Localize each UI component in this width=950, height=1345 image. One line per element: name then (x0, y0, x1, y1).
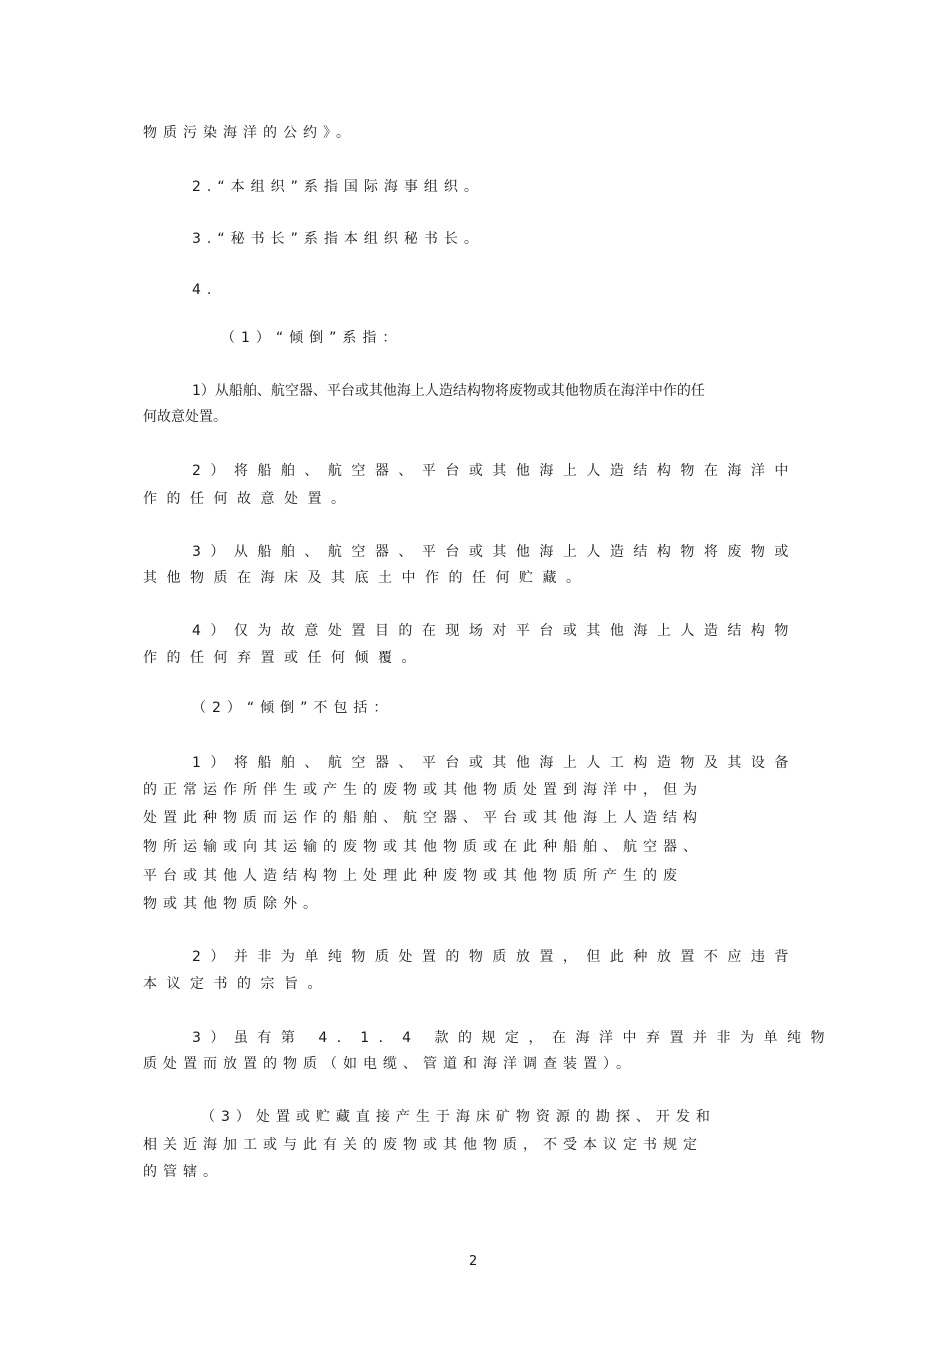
text-line: 2.“本组织”系指国际海事组织。 (192, 179, 484, 195)
text-line: 3）从船舶、航空器、平台或其他海上人造结构物将废物或 (192, 544, 798, 560)
text-line: （3）处置或贮藏直接产生于海床矿物资源的勘探、开发和 (201, 1109, 716, 1125)
text-line: （2）“倾倒”不包括： (192, 700, 394, 716)
text-line: 4. (192, 282, 218, 298)
text-line: 1）将船舶、航空器、平台或其他海上人工构造物及其设备 (192, 755, 798, 771)
text-line: 作的任何故意处置。 (143, 491, 355, 507)
text-line: 的正常运作所伴生或产生的废物或其他物质处置到海洋中，但为 (143, 782, 703, 798)
text-line: 2）将船舶、航空器、平台或其他海上人造结构物在海洋中 (192, 463, 798, 479)
text-line: 3.“秘书长”系指本组织秘书长。 (192, 231, 484, 247)
text-line: 物或其他物质除外。 (143, 896, 323, 912)
text-line: 本议定书的宗旨。 (143, 976, 331, 992)
text-line: 2）并非为单纯物质处置的物质放置，但此种放置不应违背 (192, 949, 798, 965)
text-line: 相关近海加工或与此有关的废物或其他物质，不受本议定书规定 (143, 1137, 703, 1153)
page-number: 2 (469, 1254, 478, 1269)
text-line: 1）从船舶、航空器、平台或其他海上人造结构物将废物或其他物质在海洋中作的任 (192, 383, 705, 399)
text-line: 何故意处置。 (143, 409, 227, 425)
text-line: 物质污染海洋的公约》。 (143, 125, 356, 141)
text-line: 作的任何弃置或任何倾覆。 (143, 650, 425, 666)
text-line: 物所运输或向其运输的废物或其他物质或在此种船舶、航空器、 (143, 839, 703, 855)
text-line: 4）仅为故意处置目的在现场对平台或其他海上人造结构物 (192, 623, 798, 639)
text-line: 平台或其他人造结构物上处理此种废物或其他物质所产生的废 (143, 868, 683, 884)
text-line: 的管辖。 (143, 1164, 223, 1180)
text-line: 3）虽有第 4．1．4 款的规定，在海洋中弃置并非为单纯物 (192, 1030, 835, 1046)
text-line: 质处置而放置的物质（如电缆、管道和海洋调查装置）。 (143, 1056, 636, 1072)
text-line: 处置此种物质而运作的船舶、航空器、平台或其他海上人造结构 (143, 810, 703, 826)
text-line: 其他物质在海床及其底土中作的任何贮藏。 (143, 570, 590, 586)
text-line: （1）“倾倒”系指： (221, 330, 403, 346)
